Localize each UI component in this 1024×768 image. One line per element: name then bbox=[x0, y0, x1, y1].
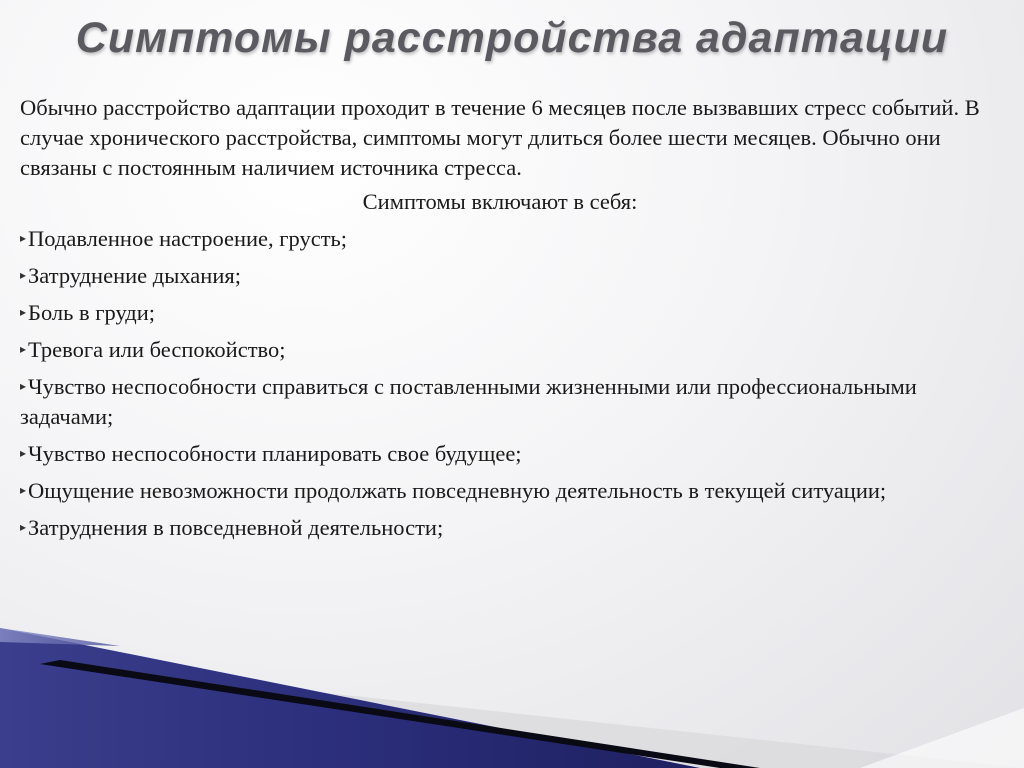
symptoms-list bbox=[20, 223, 980, 543]
list-item-text: Чувство неспособности планировать свое будущее; bbox=[28, 441, 522, 466]
list-item bbox=[20, 438, 980, 469]
list-item bbox=[20, 371, 980, 432]
bullet-icon: ▸ bbox=[20, 231, 27, 245]
list-item bbox=[20, 475, 980, 506]
symptoms-subheading: Симптомы включают в себя: bbox=[362, 189, 638, 214]
bullet-icon: ▸ bbox=[20, 520, 27, 534]
list-item-text: Боль в груди; bbox=[28, 300, 156, 325]
bullet-icon: ▸ bbox=[20, 446, 27, 460]
bullet-icon: ▸ bbox=[20, 305, 27, 319]
bullet-icon: ▸ bbox=[20, 483, 27, 497]
list-item-text: Затруднения в повседневной деятельности; bbox=[28, 515, 444, 540]
list-item-text: Ощущение невозможности продолжать повседневную деятельность в текущей ситуации; bbox=[28, 478, 887, 503]
slide-body bbox=[20, 93, 980, 549]
list-item-text: Тревога или беспокойство; bbox=[28, 337, 286, 362]
intro-paragraph: Обычно расстройство адаптации проходит в течение 6 месяцев после вызвавших стресс событий. В случае хронического расстройства, симптомы могут длиться более шести месяцев. Обычно они связаны с постоянным наличием источника стресса. bbox=[20, 95, 980, 180]
bullet-icon: ▸ bbox=[20, 379, 27, 393]
list-item bbox=[20, 223, 980, 254]
bullet-icon: ▸ bbox=[20, 342, 27, 356]
list-item bbox=[20, 334, 980, 365]
list-item bbox=[20, 297, 980, 328]
list-item-text: Подавленное настроение, грусть; bbox=[28, 226, 348, 251]
list-item bbox=[20, 260, 980, 291]
slide-title: Симптомы расстройства адаптации bbox=[75, 14, 949, 62]
list-item-text: Чувство неспособности справиться с поставленными жизненными или профессиональными задачами; bbox=[20, 374, 917, 429]
list-item-text: Затруднение дыхания; bbox=[28, 263, 241, 288]
bullet-icon: ▸ bbox=[20, 268, 27, 282]
list-item bbox=[20, 512, 980, 543]
decorative-corner-band bbox=[0, 628, 1024, 768]
